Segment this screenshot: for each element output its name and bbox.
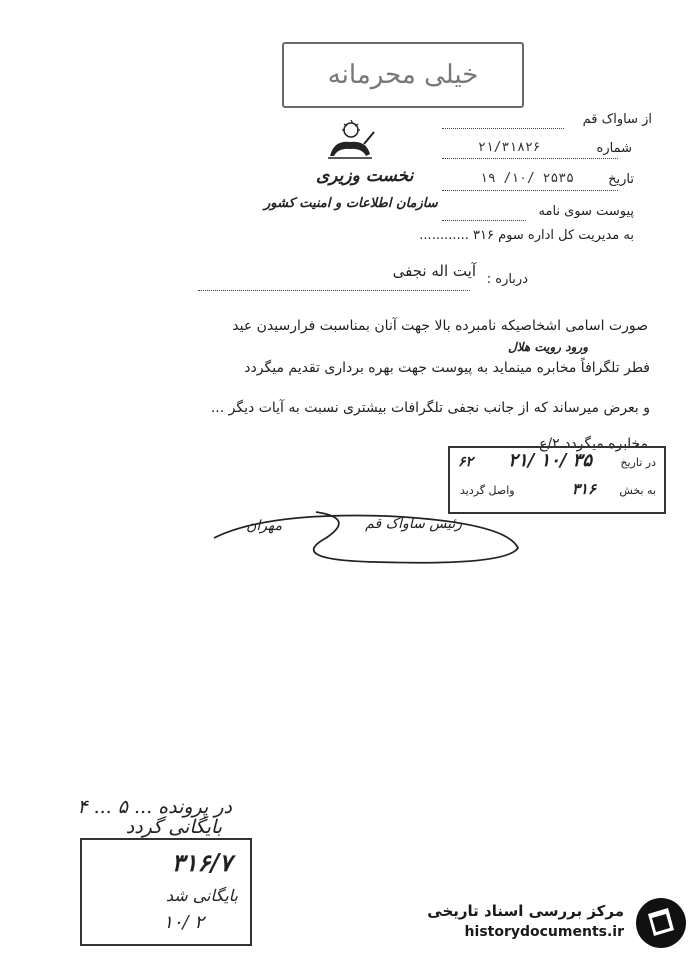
body-line-2: فطر تلگرافاً مخابره مینماید به پیوست جهت بهره برداری تقدیم میگردد (244, 360, 650, 376)
emblem-subtitle: سازمان اطلاعات و امنیت کشور (264, 196, 438, 211)
body-line-1: صورت اسامی اشخاصیکه نامبرده بالا جهت آنان بمناسبت فرارسیدن عید (232, 318, 648, 334)
attachment-dotted-line (442, 220, 526, 221)
signature-title: رئیس ساواک قم (365, 516, 462, 532)
bottom-archive-stamp (80, 838, 252, 946)
classification-stamp (282, 42, 524, 108)
signature-name: مهران (246, 518, 282, 534)
subject-dotted-line (198, 290, 470, 291)
received-section-value: ۳۱۶ (571, 480, 596, 498)
attachment-label: پیوست سوی نامه (538, 204, 634, 219)
subject-label: درباره : (486, 272, 528, 287)
body-annotation: ورود رویت هلال (507, 340, 588, 354)
bottom-note-line-1: در پرونده ... ۵ ... ۴ (77, 796, 232, 818)
received-date-label: در تاریخ (620, 456, 656, 469)
date-label: تاریخ (608, 172, 634, 187)
lion-and-sun-emblem-icon (320, 118, 380, 162)
bottom-stamp-text: بایگانی شد (165, 886, 238, 905)
number-dotted-line (442, 158, 618, 159)
received-section-label: به بخش (619, 484, 656, 497)
received-stamp (448, 446, 666, 514)
received-suffix: واصل گردید (460, 484, 515, 497)
number-value: ۲۱/۳۱۸۲۶ (478, 140, 541, 155)
bottom-note-line-2: بایگانی گردد (125, 816, 222, 838)
emblem-title: نخست وزیری (316, 166, 414, 186)
bottom-stamp-number: ۳۱۶/۷ (171, 848, 232, 877)
classification-stamp-text: خیلی محرمانه (327, 60, 479, 90)
number-label: شماره (596, 141, 632, 156)
received-number: ۶۲ (458, 454, 474, 470)
body-line-4: مخابره میگردد ۲/ع (539, 436, 648, 452)
body-line-3: و بعرض میرساند که از جانب نجفی تلگرافات بیشتری نسبت به آیات دیگر ... (210, 400, 650, 416)
received-date-value: ۲۱/ ۱۰/ ۳۵ (508, 450, 592, 471)
from-label: از ساواک قم (582, 112, 652, 127)
to-line: به مدیریت کل اداره سوم ۳۱۶ ............ (419, 228, 634, 243)
from-dotted-line (442, 128, 564, 129)
date-dotted-line (442, 190, 618, 191)
watermark-logo-icon (634, 896, 688, 950)
watermark-url: historydocuments.ir (464, 924, 624, 940)
date-value: ۱۹ /۱۰/ ۲۵۳۵ (480, 171, 574, 186)
watermark-title: مرکز بررسی اسناد تاریخی (427, 902, 624, 920)
watermark (410, 900, 628, 948)
subject-value: آیت اله نجفی (392, 262, 476, 280)
bottom-stamp-date: ۱۰/ ۲ (163, 912, 204, 933)
